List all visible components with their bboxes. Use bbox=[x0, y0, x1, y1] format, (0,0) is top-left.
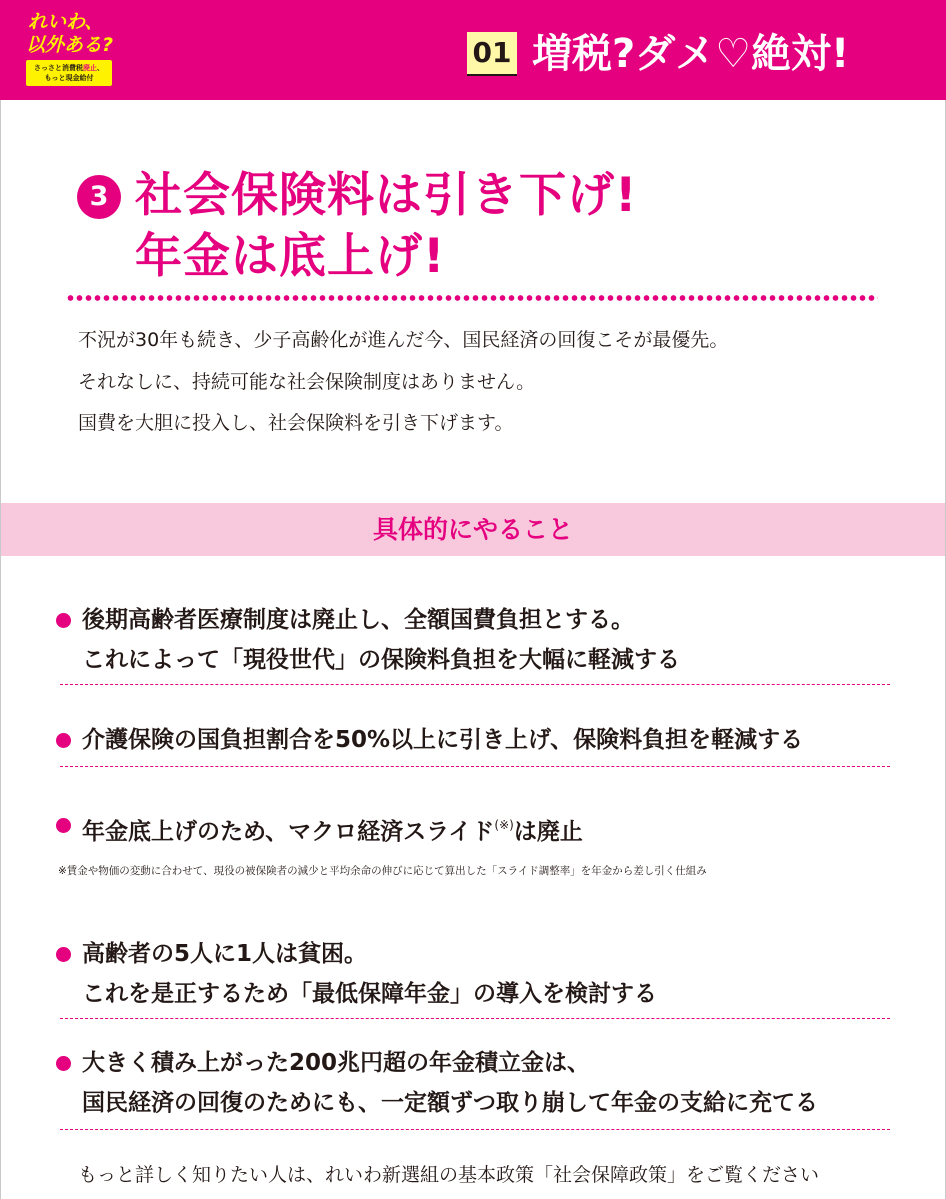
footnote: ※賃金や物価の変動に合わせて、現役の被保険者の減少と平均余命の伸びに応じて算出した「スライド調整率」を年金から差し引く仕組み bbox=[58, 865, 707, 877]
dotted-divider bbox=[66, 294, 878, 302]
bullet-dot bbox=[56, 733, 71, 748]
intro-paragraph-line: 不況が30年も続き、少子高齢化が進んだ今、国民経済の回復こそが最優先。 bbox=[78, 329, 729, 351]
footnote-marker: (※) bbox=[494, 818, 514, 832]
intro-paragraph-line: それなしに、持続可能な社会保険制度はありません。 bbox=[78, 371, 536, 393]
dashed-divider bbox=[60, 684, 890, 685]
dashed-divider bbox=[60, 766, 890, 767]
policy-item-1-line-1: 後期高齢者医療制度は廃止し、全額国費負担とする。 bbox=[82, 607, 634, 633]
dashed-divider bbox=[60, 1129, 890, 1130]
policy-item-5-line-2: 国民経済の回復のためにも、一定額ずつ取り崩して年金の支給に充てる bbox=[82, 1090, 818, 1116]
bullet-dot bbox=[56, 613, 71, 628]
reiwa-logo bbox=[20, 6, 120, 92]
page-header bbox=[0, 0, 946, 100]
section-title-line-2: 年金は底上げ! bbox=[135, 229, 446, 284]
logo-tagline-1: さっさと消費税廃止、 bbox=[34, 64, 104, 72]
logo-line-1: れいわ、 bbox=[28, 11, 104, 33]
section-band bbox=[1, 503, 945, 556]
policy-item-5-line-1: 大きく積み上がった200兆円超の年金積立金は、 bbox=[82, 1050, 591, 1076]
left-border bbox=[0, 100, 1, 1199]
policy-item-3: 年金底上げのため、マクロ経済スライド(※)は廃止 bbox=[82, 818, 583, 845]
section-title-line-1: 社会保険料は引き下げ! bbox=[135, 168, 638, 223]
chapter-title: 増税?ダメ♡絶対! bbox=[532, 31, 850, 77]
bullet-dot bbox=[56, 947, 71, 962]
bullet-dot bbox=[56, 818, 71, 833]
section-number-badge: 3 bbox=[77, 175, 121, 219]
footer-note: もっと詳しく知りたい人は、れいわ新選組の基本政策「社会保障政策」をご覧ください bbox=[78, 1164, 820, 1186]
logo-line-2: 以外ある? bbox=[26, 34, 114, 56]
chapter-number: 01 bbox=[467, 32, 517, 76]
policy-item-2: 介護保険の国負担割合を50%以上に引き上げ、保険料負担を軽減する bbox=[82, 727, 804, 753]
logo-tagline-box bbox=[26, 60, 112, 86]
policy-item-4-line-2: これを是正するため「最低保障年金」の導入を検討する bbox=[82, 981, 657, 1007]
band-title: 具体的にやること bbox=[372, 515, 573, 544]
dashed-divider bbox=[60, 1018, 890, 1019]
policy-item-4-line-1: 高齢者の5人に1人は貧困。 bbox=[82, 941, 368, 967]
logo-tagline-2: もっと現金給付 bbox=[44, 74, 94, 82]
bullet-dot bbox=[56, 1056, 71, 1071]
intro-paragraph-line: 国費を大胆に投入し、社会保険料を引き下げます。 bbox=[78, 412, 514, 434]
policy-item-1-line-2: これによって「現役世代」の保険料負担を大幅に軽減する bbox=[82, 647, 680, 673]
